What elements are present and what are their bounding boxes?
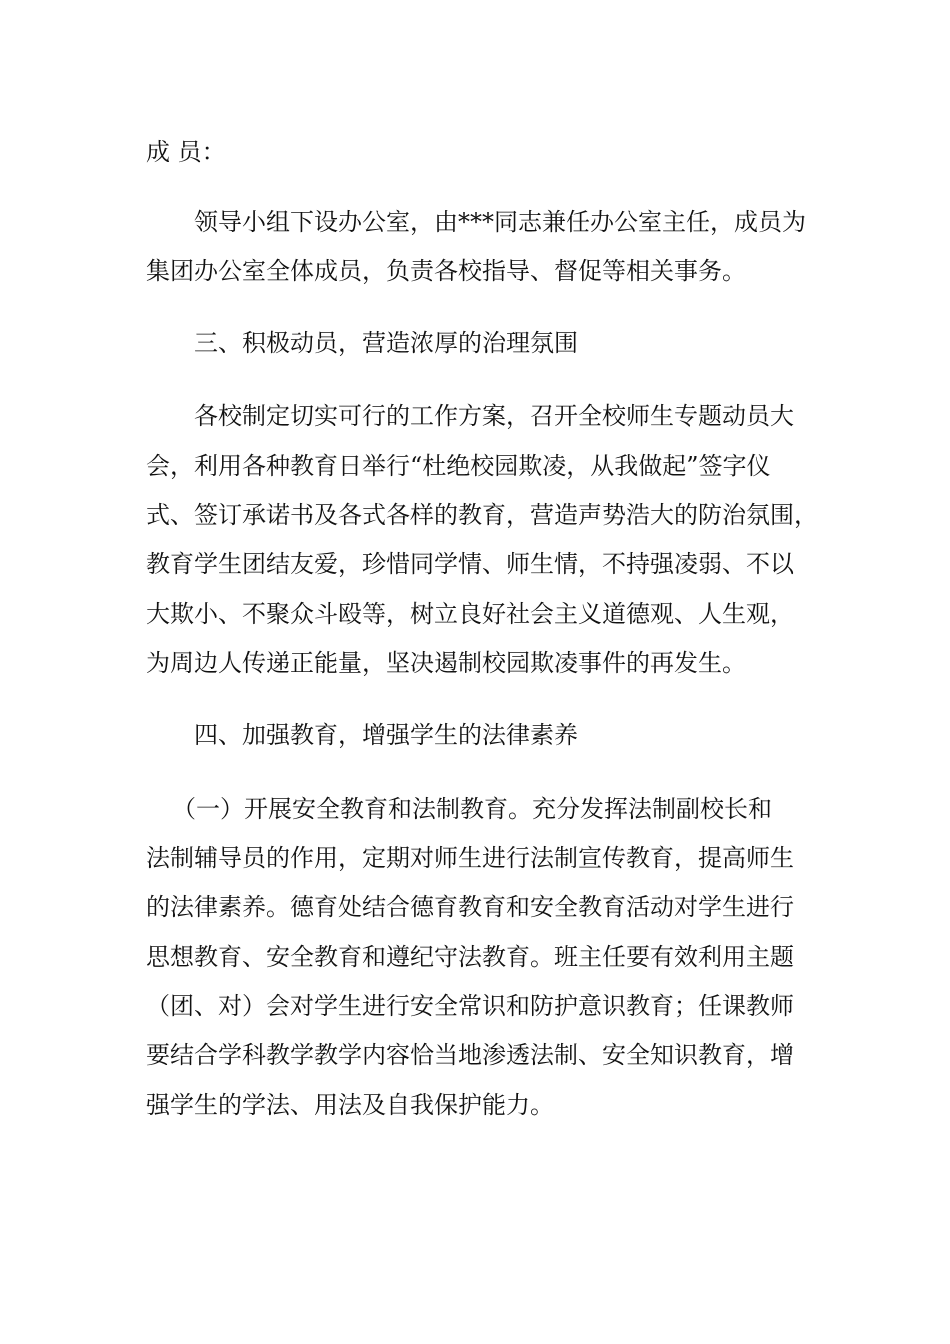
paragraph-office-line-2: 集团办公室全体成员，负责各校指导、督促等相关事务。 (146, 257, 746, 285)
section-heading-4: 四、加强教育，增强学生的法律素养 (194, 721, 578, 749)
paragraph-office-line-1: 领导小组下设办公室，由***同志兼任办公室主任，成员为 (194, 208, 806, 236)
paragraph-mobilize-line-2: 会，利用各种教育日举行“杜绝校园欺凌，从我做起”签字仪 (146, 452, 771, 480)
paragraph-education-line-1: （一）开展安全教育和法制教育。充分发挥法制副校长和 (172, 795, 772, 823)
paragraph-mobilize-line-1: 各校制定切实可行的工作方案，召开全校师生专题动员大 (194, 402, 794, 430)
paragraph-education-line-7: 强学生的学法、用法及自我保护能力。 (146, 1091, 554, 1119)
members-label: 成 员： (146, 138, 226, 166)
paragraph-mobilize-line-6: 为周边人传递正能量，坚决遏制校园欺凌事件的再发生。 (146, 649, 746, 677)
paragraph-education-line-6: 要结合学科教学教学内容恰当地渗透法制、安全知识教育，增 (146, 1041, 794, 1069)
paragraph-mobilize-line-4: 教育学生团结友爱，珍惜同学情、师生情，不持强凌弱、不以 (146, 550, 794, 578)
paragraph-education-line-4: 思想教育、安全教育和遵纪守法教育。班主任要有效利用主题 (146, 943, 794, 971)
section-heading-3: 三、积极动员，营造浓厚的治理氛围 (194, 329, 578, 357)
paragraph-education-line-3: 的法律素养。德育处结合德育教育和安全教育活动对学生进行 (146, 893, 794, 921)
paragraph-education-line-2: 法制辅导员的作用，定期对师生进行法制宣传教育，提高师生 (146, 844, 794, 872)
paragraph-mobilize-line-3: 式、签订承诺书及各式各样的教育，营造声势浩大的防治氛围， (146, 501, 818, 529)
paragraph-mobilize-line-5: 大欺小、不聚众斗殴等，树立良好社会主义道德观、人生观， (146, 600, 794, 628)
paragraph-education-line-5: （团、对）会对学生进行安全常识和防护意识教育；任课教师 (146, 992, 794, 1020)
